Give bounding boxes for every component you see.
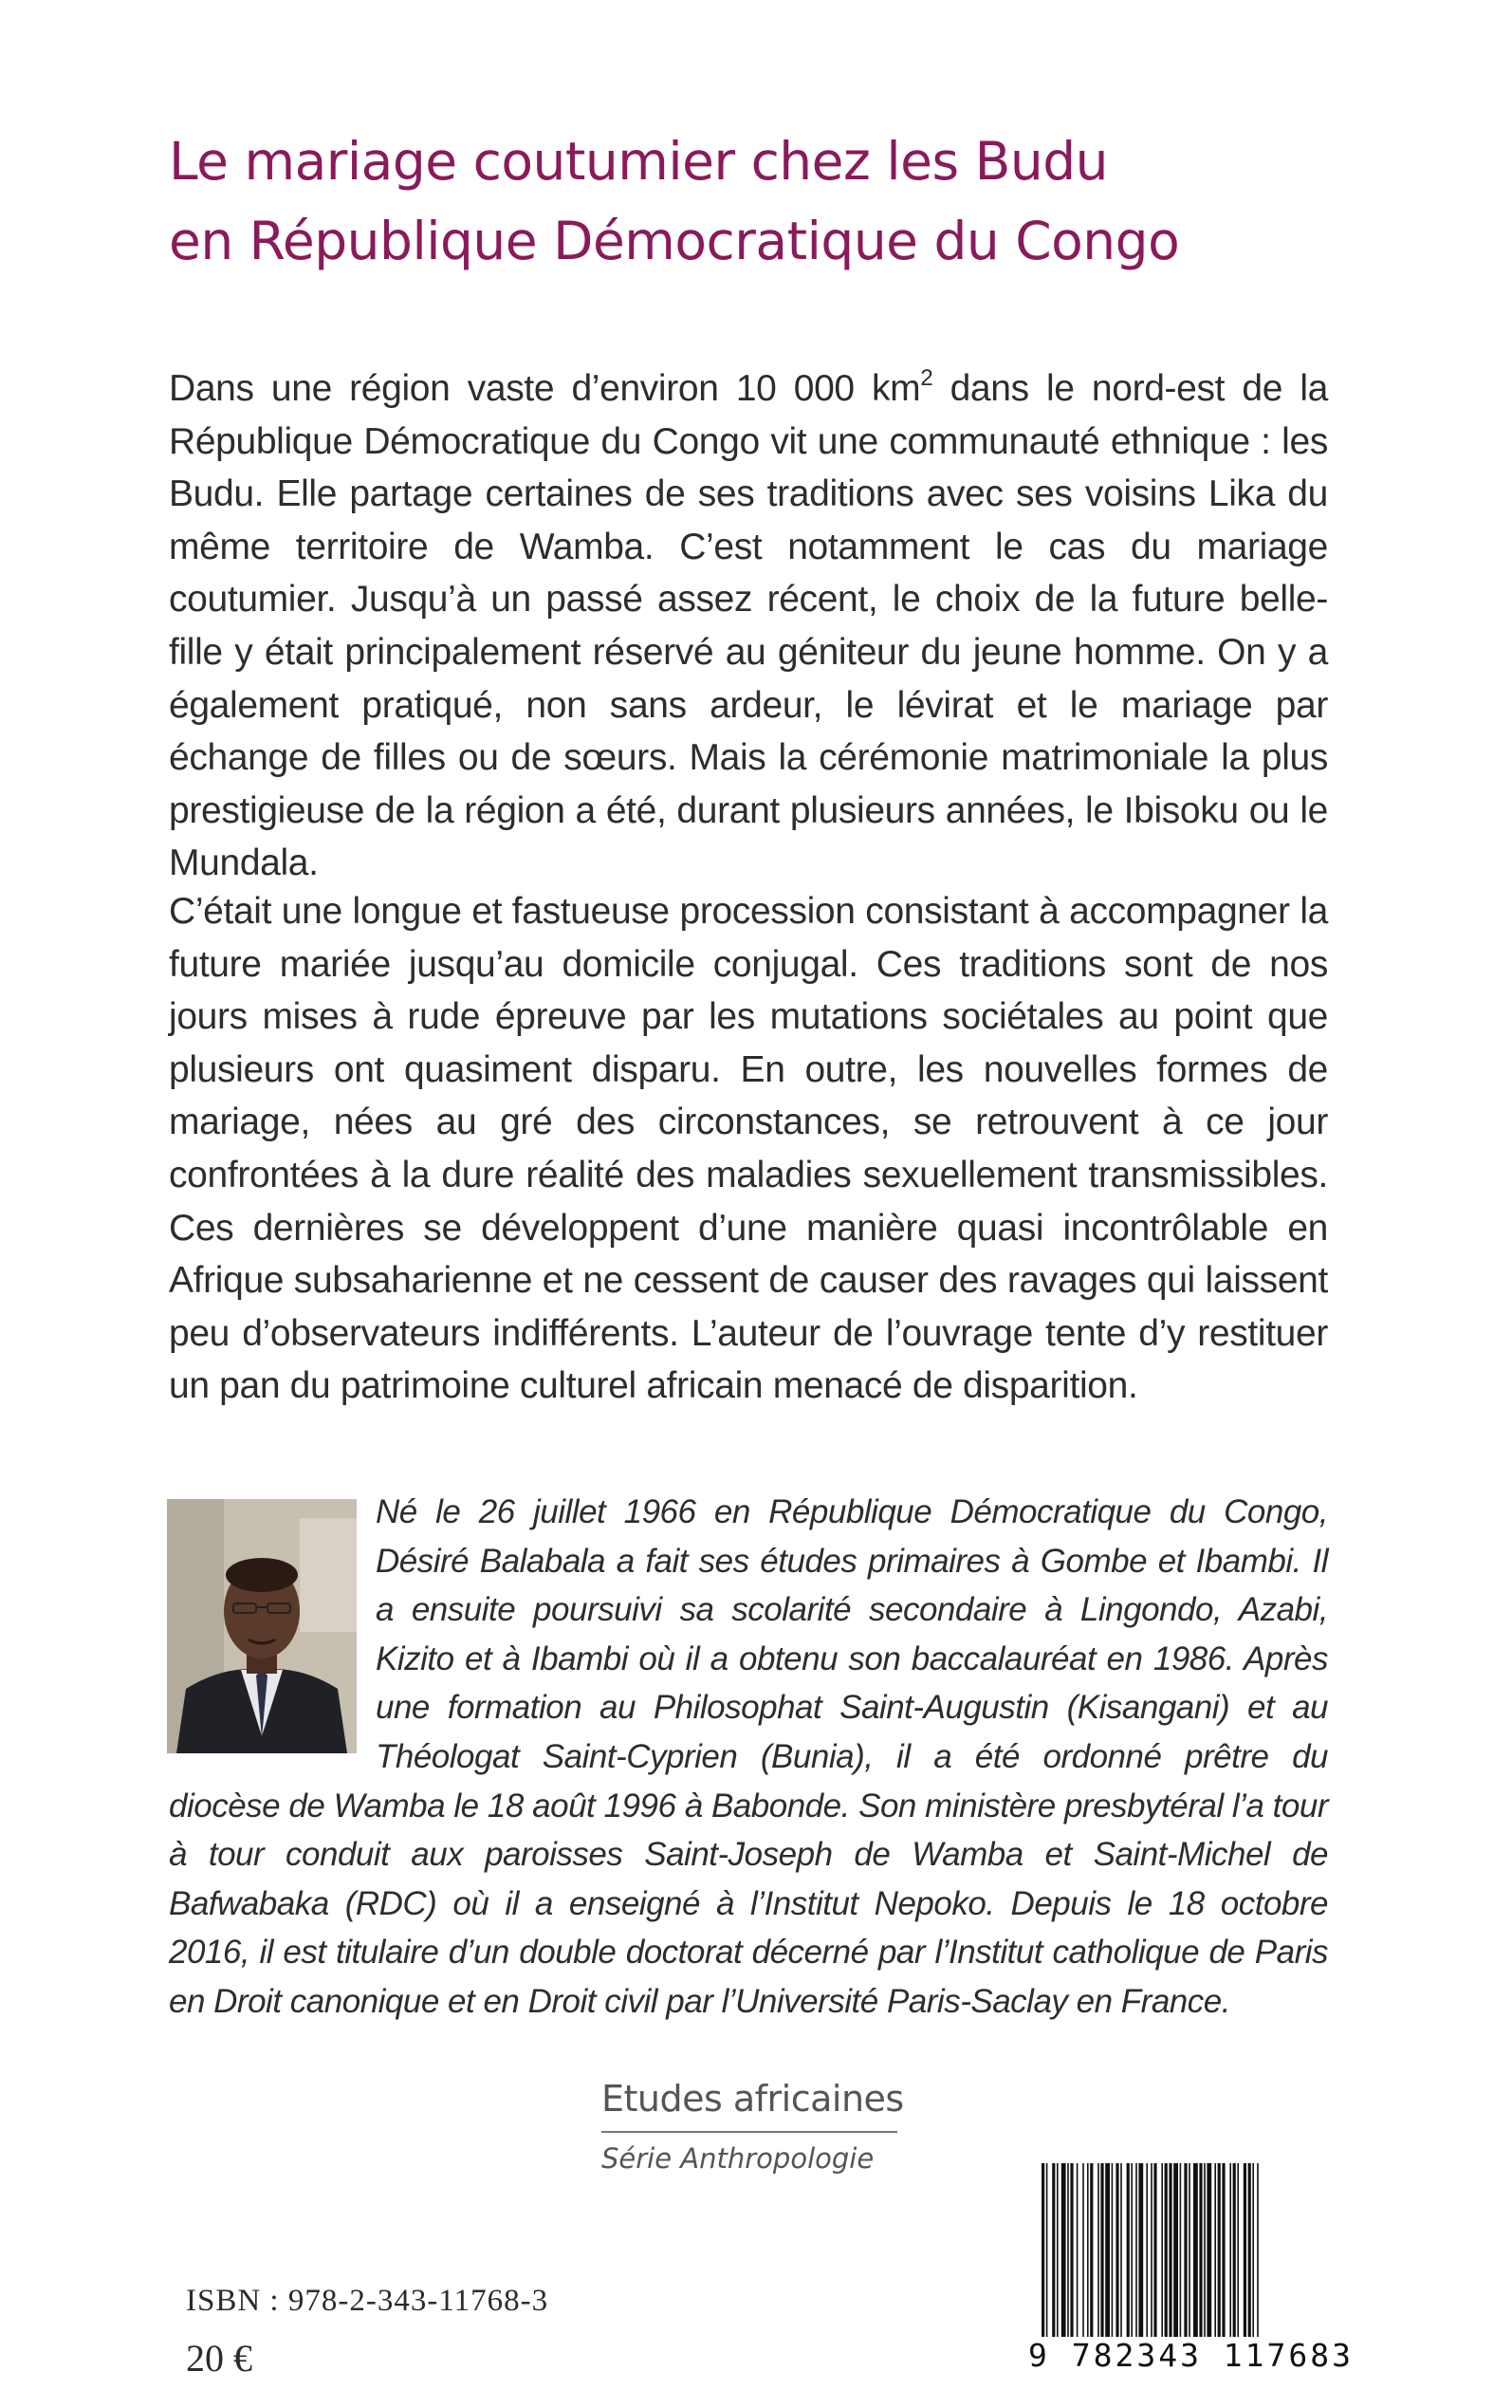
barcode-number: 9 782343 117683 [1028,2337,1355,2374]
book-title [169,121,1364,281]
summary-paragraph-2: C’était une longue et fastueuse procession consistant à accompagner la future mariée jusqu’au domicile conjugal. Ces traditions sont de nos jours mises à rude épreuve par les mutations sociétales au point que plusieurs ont quasiment disparu. En outre, les nouvelles formes de mariage, nées au gré des circonstances, se retrouvent à ce jour confrontées à la dure réalité des maladies sexuellement transmissibles. Ces dernières se développent d’une manière quasi incontrôlable en Afrique subsaharienne et ne cessent de causer des ravages qui laissent peu d’observateurs indifférents. L’auteur de l’ouvrage tente d’y restituer un pan du patrimoine culturel africain menacé de disparition. [169,891,1328,1407]
price: 20 € [186,2337,252,2380]
summary-p1-start: Dans une région vaste d’environ 10 000 km [169,368,921,409]
title-line-1: Le mariage coutumier chez les Budu [169,131,1108,192]
author-biography: Né le 26 juillet 1966 en République Démocratique du Congo, Désiré Balabala a fait ses études primaires à Gombe et Ibambi. Il a ensuite poursuivi sa scolarité secondaire à Lingondo, Azabi, Kizito et à Ibambi où il a obtenu son baccalauréat en 1986. Après une formation au Philosophat Saint-Augustin (Kisangani) et au Théologat Saint-Cyprien (Bunia), il a été ordonné prêtre du diocèse de Wamba le 18 août 1996 à Babonde. Son ministère presbytéral l’a tour à tour conduit aux paroisses Saint-Joseph de Wamba et Saint-Michel de Bafwabaka (RDC) où il a enseigné à l’Institut Nepoko. Depuis le 18 octobre 2016, il est titulaire d’un double doctorat décerné par l’Institut catholique de Paris en Droit canonique et en Droit civil par l’Université Paris-Saclay en France. [169,1493,1328,2020]
series-name: Etudes africaines [601,2078,904,2120]
summary-p1-rest: dans le nord-est de la République Démocratique du Congo vit une communauté ethnique : les Budu. Elle partage certaines de ses traditions avec ses voisins Lika du même territoire de Wamba. C’est notamment le cas du mariage coutumier. Jusqu’à un passé assez récent, le choix de la future belle-fille y était principalement réservé au géniteur du jeune homme. On y a également pratiqué, non sans ardeur, le lévirat et le mariage par échange de filles ou de sœurs. Mais la cérémonie matrimoniale la plus prestigieuse de la région a été, durant plusieurs années, le Ibisoku ou le Mundala. [169,368,1328,884]
superscript-2: 2 [920,365,933,391]
summary-paragraph-1 [169,362,1328,890]
series-subseries: Série Anthropologie [601,2141,875,2175]
title-line-2: en République Démocratique du Congo [169,211,1180,271]
isbn: ISBN : 978-2-343-11768-3 [186,2284,549,2318]
series-divider [601,2131,897,2133]
series-logo [601,2078,905,2175]
